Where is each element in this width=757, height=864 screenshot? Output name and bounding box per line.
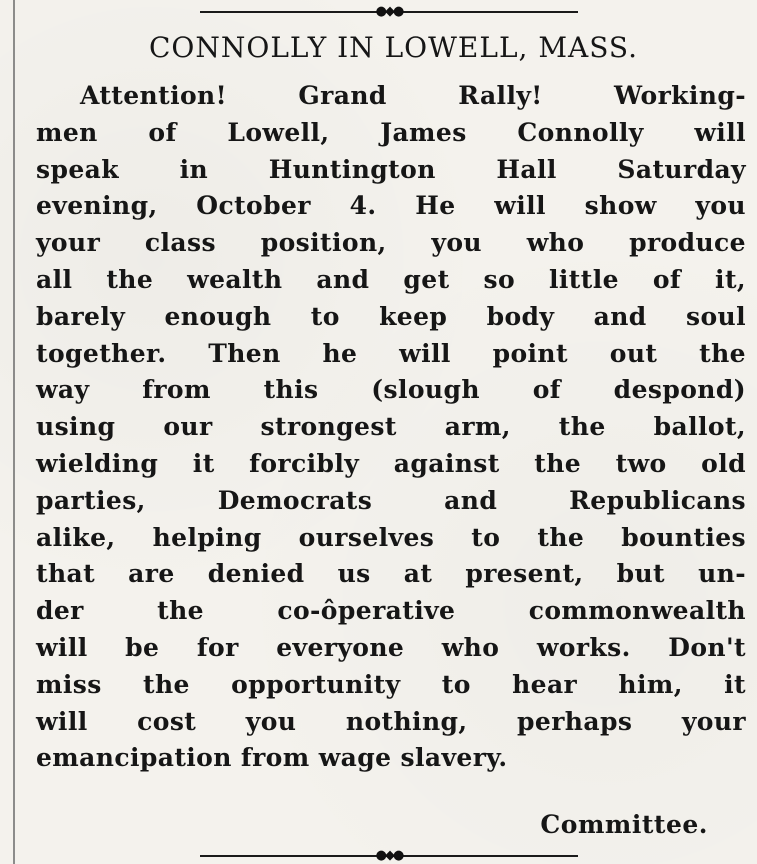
column-rule: [13, 0, 15, 864]
top-ornament-rule: [200, 5, 578, 19]
body-line: der the co-ôperative commonwealth: [36, 596, 746, 626]
bottom-ornament-rule: [200, 849, 578, 863]
body-line: using our strongest arm, the ballot,: [36, 412, 746, 442]
body-line: your class position, you who produce: [36, 228, 746, 258]
body-line: together. Then he will point out the: [36, 338, 746, 368]
body-line: parties, Democrats and Republicans: [36, 485, 746, 515]
body-line: way from this (slough of despond): [36, 375, 746, 405]
body-line: miss the opportunity to hear him, it: [36, 669, 746, 699]
article-body: [36, 78, 746, 777]
body-line: evening, October 4. He will show you: [36, 191, 746, 221]
body-line: all the wealth and get so little of it,: [36, 264, 746, 294]
ornament-dots: ●◆●: [375, 848, 403, 863]
body-line: will cost you nothing, perhaps your: [36, 706, 746, 736]
body-line: that are denied us at present, but un-: [36, 559, 746, 589]
body-line: Attention! Grand Rally! Working-: [80, 81, 746, 110]
signature: Committee.: [540, 810, 708, 839]
body-line: wielding it forcibly against the two old: [36, 448, 746, 478]
body-line: emancipation from wage slavery.: [36, 743, 508, 773]
ornament-dots: ●◆●: [375, 4, 403, 19]
body-line: barely enough to keep body and soul: [36, 301, 746, 331]
article-headline: CONNOLLY IN LOWELL, MASS.: [149, 31, 638, 64]
body-line: will be for everyone who works. Don't: [36, 632, 746, 662]
body-line: alike, helping ourselves to the bounties: [36, 522, 746, 552]
body-line: speak in Huntington Hall Saturday: [36, 154, 746, 184]
body-line: men of Lowell, James Connolly will: [36, 117, 746, 147]
